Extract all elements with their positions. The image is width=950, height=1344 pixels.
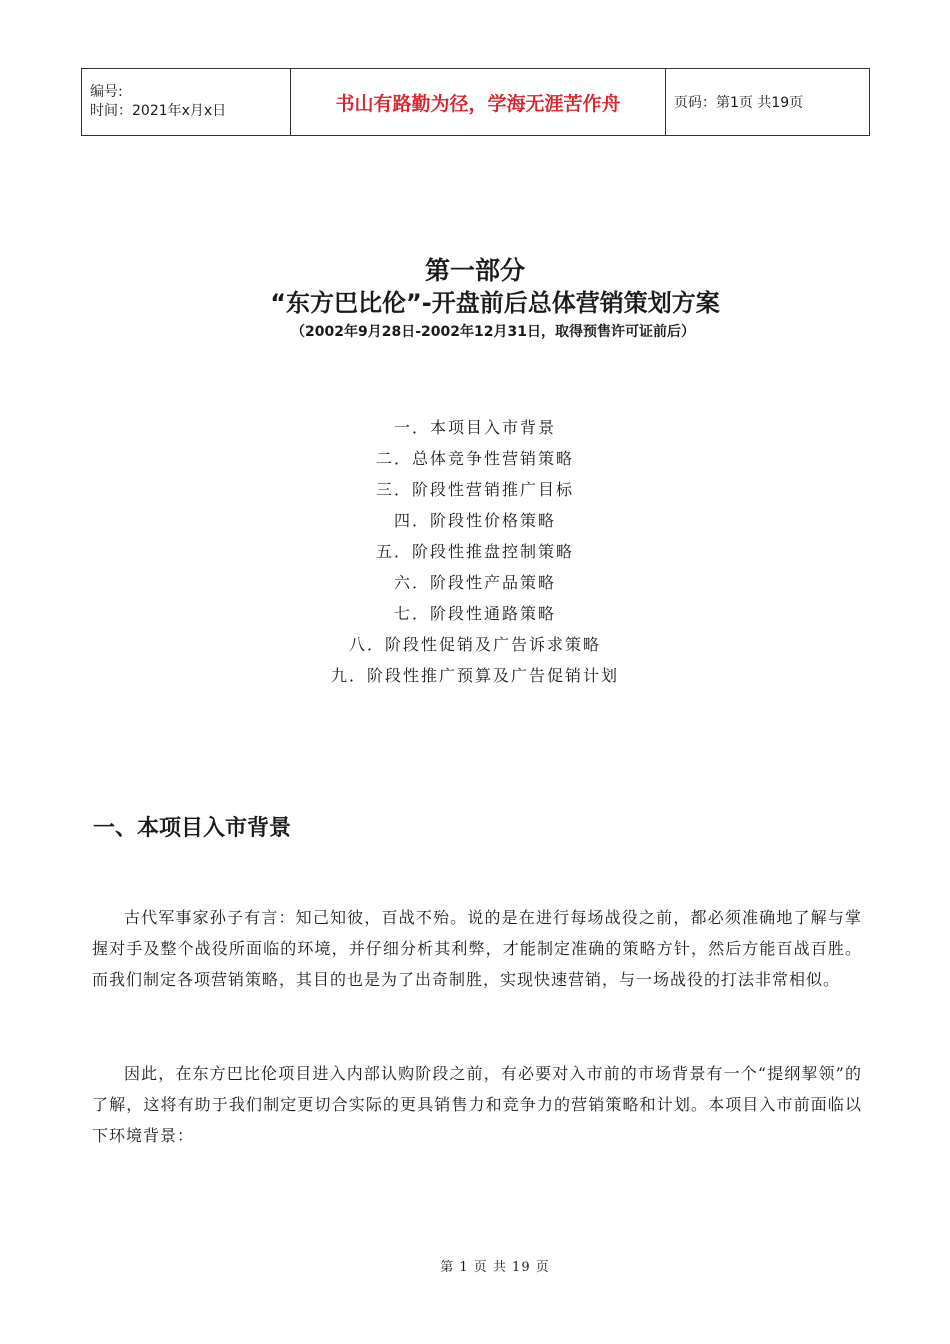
table-of-contents	[0, 412, 950, 691]
part-title: 第一部分	[424, 256, 525, 285]
toc-item: 三．阶段性营销推广目标	[375, 480, 574, 499]
paragraph: 因此，在东方巴比伦项目进入内部认购阶段之前，有必要对入市前的市场背景有一个“提纲挈领”的了解，这将有助于我们制定更切合实际的更具销售力和竞争力的营销策略和计划。本项目入市前面临以下环境背景：	[92, 1064, 862, 1145]
toc-item: 九．阶段性推广预算及广告促销计划	[330, 666, 619, 685]
section-heading: 一、本项目入市背景	[93, 816, 292, 841]
toc-item: 五．阶段性推盘控制策略	[375, 542, 574, 561]
time-label: 时间：2021年x月x日	[90, 103, 227, 119]
page-footer: 第 1 页 共 19 页	[440, 1260, 550, 1275]
main-title: “东方巴比伦”-开盘前后总体营销策划方案	[270, 289, 720, 317]
date-range: （2002年9月28日-2002年12月31日，取得预售许可证前后）	[291, 324, 695, 340]
toc-item: 一．本项目入市背景	[393, 418, 556, 437]
toc-item: 七．阶段性通路策略	[393, 604, 556, 623]
number-label: 编号:	[90, 84, 123, 100]
toc-item: 二．总体竞争性营销策略	[375, 449, 574, 468]
paragraph: 古代军事家孙子有言：知己知彼，百战不殆。说的是在进行每场战役之前，都必须准确地了解与掌握对手及整个战役所面临的环境，并仔细分析其利弊，才能制定准确的策略方针，然后方能百战百胜。而我们制定各项营销策略，其目的也是为了出奇制胜，实现快速营销，与一场战役的打法非常相似。	[92, 908, 862, 989]
header-meta-cell	[82, 69, 291, 136]
toc-item: 四．阶段性价格策略	[393, 511, 556, 530]
motto: 书山有路勤为径，学海无涯苦作舟	[291, 69, 666, 136]
toc-item: 六．阶段性产品策略	[393, 573, 556, 592]
header-table	[81, 68, 870, 136]
title-block	[0, 255, 950, 343]
toc-item: 八．阶段性促销及广告诉求策略	[348, 635, 601, 654]
page-info: 页码：第1页 共19页	[666, 69, 870, 136]
